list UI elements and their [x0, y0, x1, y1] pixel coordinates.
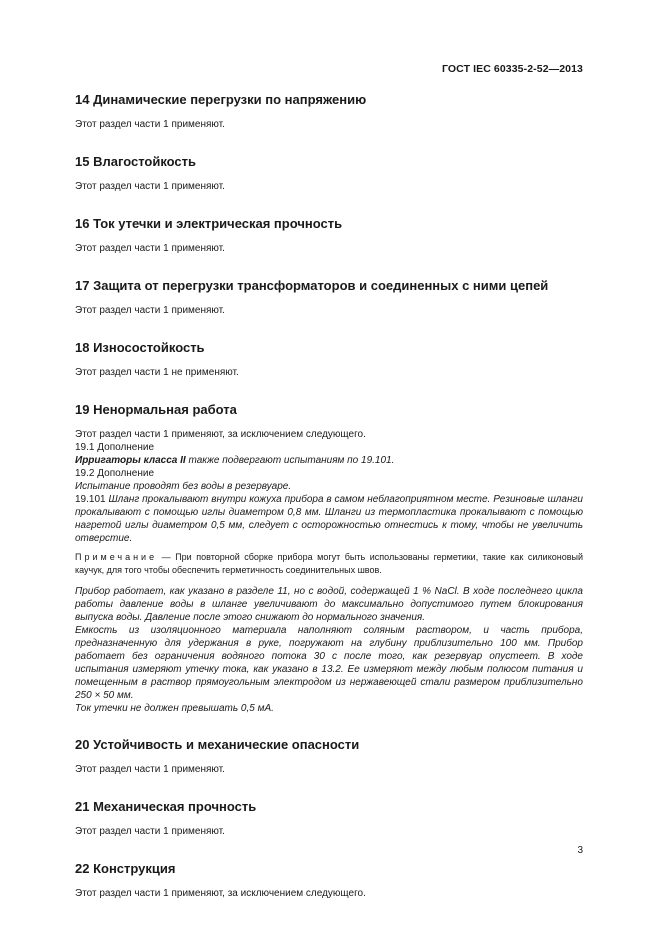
section-title-21: 21 Механическая прочность [75, 799, 257, 814]
test-paragraph-a: Прибор работает, как указано в разделе 11, но с водой, содержащей 1 % NaCl. В ходе последнего цикла работы давление воды в шланге увеличивают до максимально допустимого путем блокирования выпуска воды. Давление после этого снижают до нормального значения. [75, 586, 583, 623]
subclause-19-1-text: Ирригаторы класса II также подвергают испытаниям по 19.101. [75, 455, 395, 466]
section-title-15: 15 Влагостойкость [75, 154, 197, 169]
section-title-22: 22 Конструкция [75, 861, 176, 876]
test-paragraph-b: Емкость из изоляционного материала наполняют соляным раствором, и часть прибора, предназначенную для удержания в руке, погружают на глубину приблизительно 100 мм. Прибор работает без ограничения водяного потока 30 с после того, как резервуар опустеет. В ходе испытания измеряют утечку тока, как указано в 13.2. Ее измеряют между любым полюсом питания и помещенным в раствор прямоугольным электродом из нержавеющей стали размером приблизительно 250 × 50 мм. [75, 625, 583, 701]
note-19-101: Примечание — При повторной сборке прибора могут быть использованы герметики, такие как силиконовый каучук, для того чтобы обеспечить герметичность соединительных швов. [75, 552, 583, 575]
class-ii-irrigators: Ирригаторы класса II [75, 455, 186, 466]
section-title-14: 14 Динамические перегрузки по напряжению [75, 92, 367, 107]
section-text-17: Этот раздел части 1 применяют. [75, 305, 225, 316]
section-title-19: 19 Ненормальная работа [75, 402, 237, 417]
page-number: 3 [577, 845, 583, 856]
subclause-19-101: 19.101 Шланг прокалывают внутри кожуха прибора в самом неблагоприятном месте. Резиновые шланги прокалывают с помощью иглы диаметром 0,8 мм. Шланги из термопластика прокалывают с помощью нагретой иглы диаметром 0,5 мм, следует с осторожностью отнестись к тому, чтобы не увеличить отверстие. [75, 494, 583, 544]
subclause-19-1: 19.1 Дополнение [75, 442, 155, 453]
section-title-18: 18 Износостойкость [75, 340, 205, 355]
subclause-19-2-text: Испытание проводят без воды в резервуаре. [75, 481, 292, 492]
section-text-18: Этот раздел части 1 не применяют. [75, 367, 239, 378]
section-text-22: Этот раздел части 1 применяют, за исключением следующего. [75, 888, 366, 899]
section-text-14: Этот раздел части 1 применяют. [75, 119, 225, 130]
section-text-16: Этот раздел части 1 применяют. [75, 243, 225, 254]
section-text-21: Этот раздел части 1 применяют. [75, 826, 225, 837]
section-text-20: Этот раздел части 1 применяют. [75, 764, 225, 775]
section-text-15: Этот раздел части 1 применяют. [75, 181, 225, 192]
section-title-17: 17 Защита от перегрузки трансформаторов и соединенных с ними цепей [75, 278, 549, 293]
section-text-19: Этот раздел части 1 применяют, за исключением следующего. [75, 429, 366, 440]
subclause-19-2: 19.2 Дополнение [75, 468, 155, 479]
test-paragraph-c: Ток утечки не должен превышать 0,5 мА. [75, 703, 274, 714]
section-title-16: 16 Ток утечки и электрическая прочность [75, 216, 343, 231]
section-title-20: 20 Устойчивость и механические опасности [75, 737, 360, 752]
standard-header: ГОСТ IEC 60335-2-52—2013 [441, 63, 583, 75]
page-content [75, 91, 583, 900]
